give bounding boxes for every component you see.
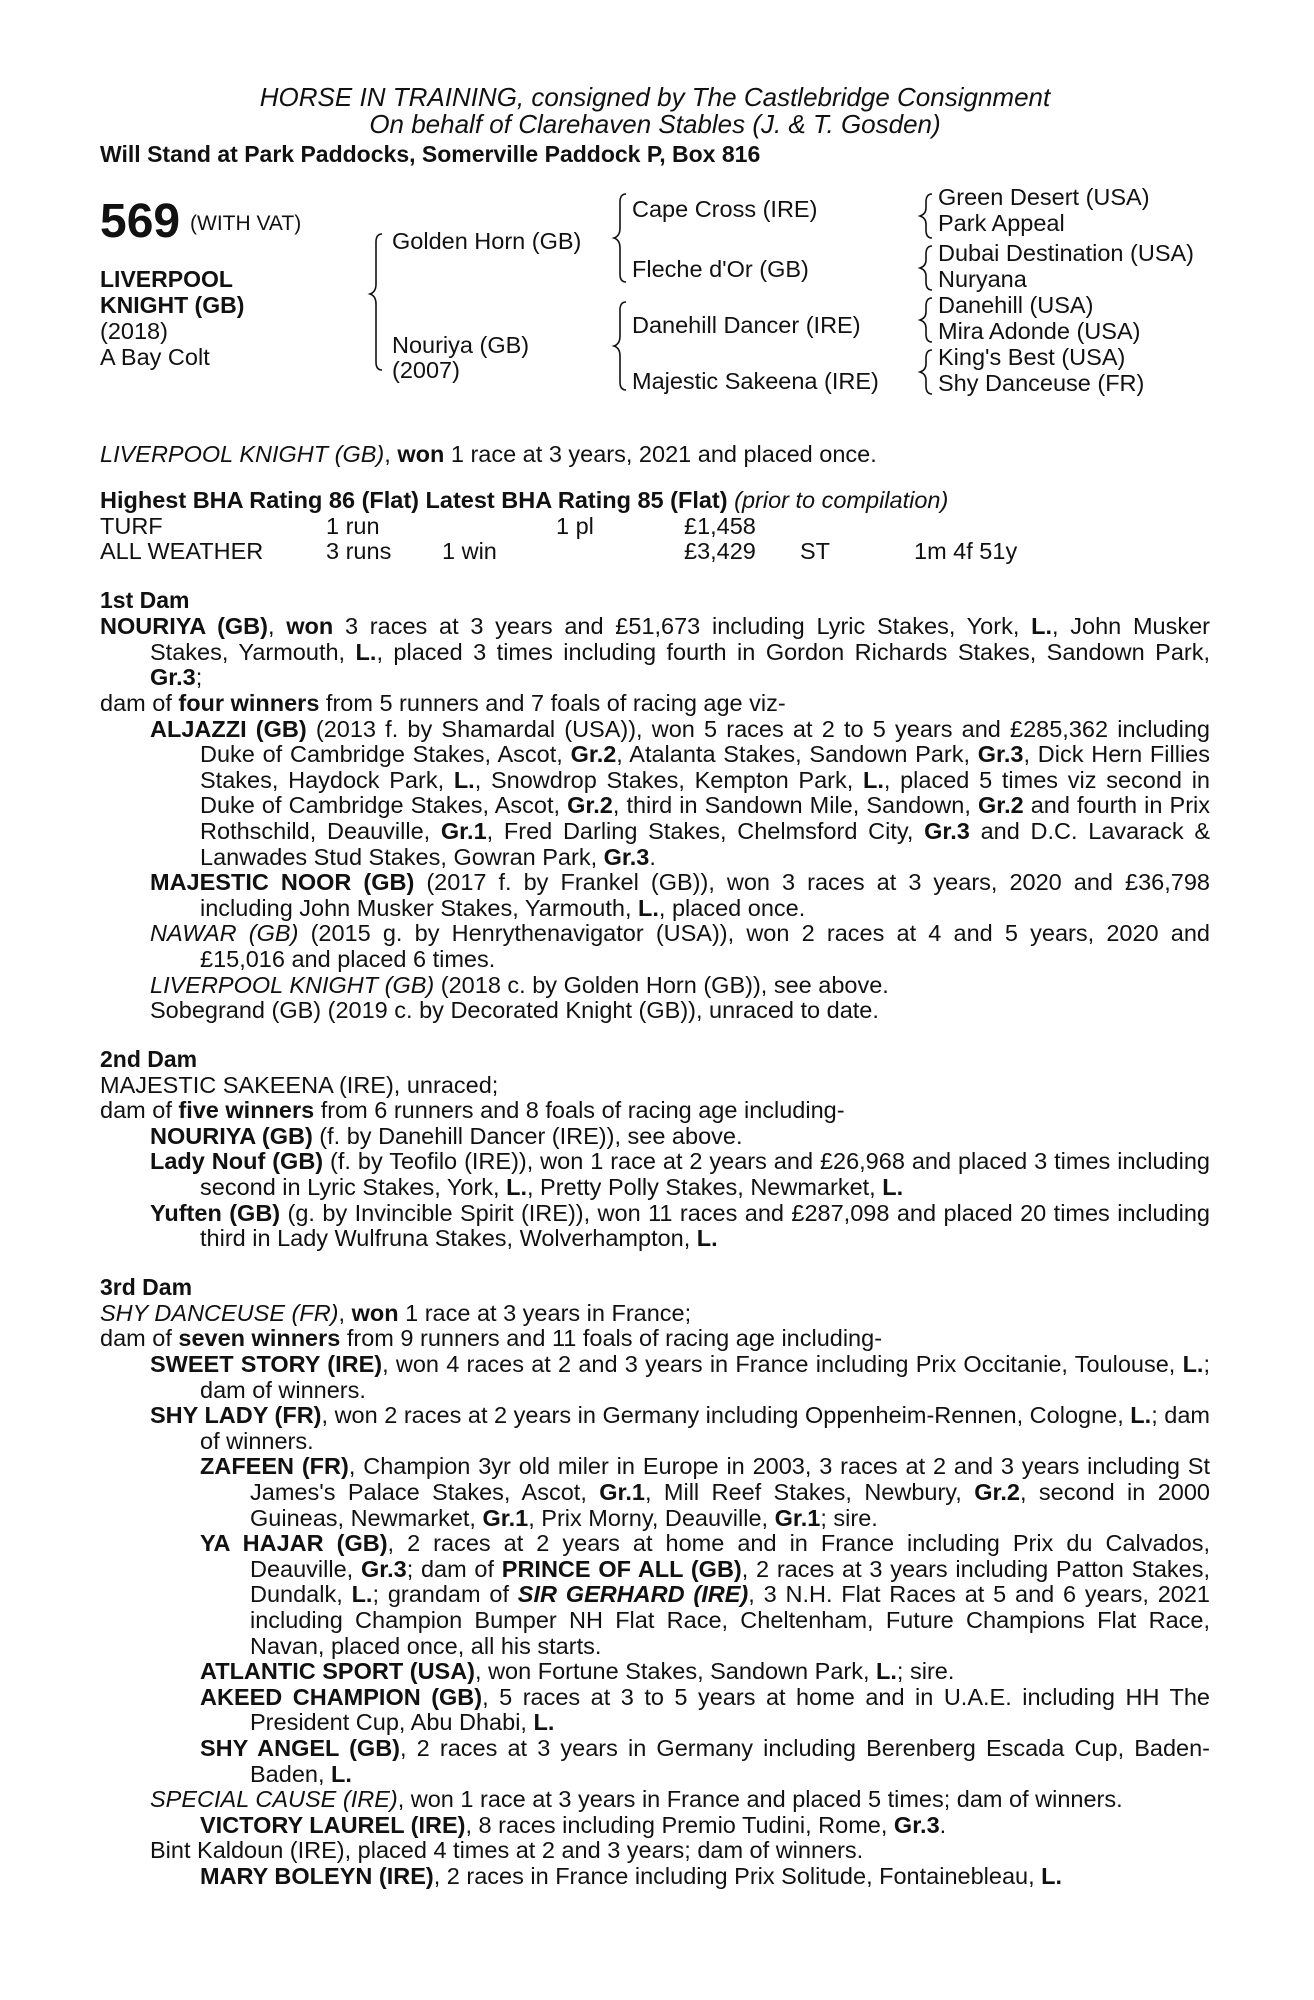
stand-location: Will Stand at Park Paddocks, Somerville Paddock P, Box 816: [100, 141, 761, 167]
dam-sire: Danehill Dancer (IRE): [632, 312, 861, 338]
third-dam-section: SHY DANCEUSE (FR), won 1 race at 3 years in France; dam of seven winners from 9 runners and 11 foals of racing age including- SWEET STORY (IRE), won 4 races at 2 and 3 years in France including Prix Occitanie, Toulouse, L.; dam of winners. SHY LADY (FR), won 2 races at 2 years in Germany including Oppenheim-Rennen, Cologne, L.; dam of winners. ZAFEEN (FR), Champion 3yr old miler in Europe in 2003, 3 races at 2 and 3 years including St James's Palace Stakes, Ascot, Gr.1, Mill Reef Stakes, Newbury, Gr.2, second in 2000 Guineas, Newmarket, Gr.1, Prix Morny, Deauville, Gr.1; sire. YA HAJAR (GB), 2 races at 2 years at home and in France including Prix du Calvados, Deauville, Gr.3; dam of PRINCE OF ALL (GB), 2 races at 3 years including Patton Stakes, Dundalk, L.; grandam of SIR GERHARD (IRE), 3 N.H. Flat Races at 5 and 6 years, 2021 including Champion Bumper NH Flat Race, Cheltenham, Future Champions Flat Race, Navan, placed once, all his starts. ATLANTIC SPORT (USA), won Fortune Stakes, Sandown Park, L.; sire. AKEED CHAMPION (GB), 5 races at 3 to 5 years at home and in U.A.E. including HH The President Cup, Abu Dhabi, L. SHY ANGEL (GB), 2 races at 3 years in Germany including Berenberg Escada Cup, Baden-Baden, L. SPECIAL CAUSE (IRE), won 1 race at 3 years in France and placed 5 times; dam of winners. VICTORY LAUREL (IRE), 8 races including Premio Tudini, Rome, Gr.3. Bint Kaldoun (IRE), placed 4 times at 2 and 3 years; dam of winners. MARY BOLEYN (IRE), 2 races in France including Prix Solitude, Fontainebleau, L.: [100, 1299, 1211, 1889]
first-dam-heading: 1st Dam: [100, 587, 190, 614]
horse-name-line1: LIVERPOOL: [100, 266, 233, 292]
gg-4: Nuryana: [938, 266, 1027, 292]
dam: Nouriya (GB): [392, 332, 530, 358]
rating-block: Highest BHA Rating 86 (Flat) Latest BHA Rating 85 (Flat) (prior to compilation): [100, 486, 949, 513]
second-dam-heading: 2nd Dam: [100, 1045, 198, 1072]
gg-3: Dubai Destination (USA): [938, 240, 1194, 266]
pedigree-table: [100, 184, 1210, 434]
dam-year: (2007): [392, 357, 460, 383]
race-record-table: TURF 1 run 1 pl £1,458 ALL WEATHER 3 runs 1 win £3,429 ST 1m 4f 51y: [100, 513, 1018, 565]
vat-note: (WITH VAT): [190, 212, 302, 235]
race-summary: LIVERPOOL KNIGHT (GB), won 1 race at 3 years, 2021 and placed once.: [100, 441, 877, 467]
first-dam-section: NOURIYA (GB), won 3 races at 3 years and £51,673 including Lyric Stakes, York, L., John Musker Stakes, Yarmouth, L., placed 3 times including fourth in Gordon Richards Stakes, Sandown Park, Gr.3; dam of four winners from 5 runners and 7 foals of racing age viz- ALJAZZI (GB) (2013 f. by Shamardal (USA)), won 5 races at 2 to 5 years and £285,362 including Duke of Cambridge Stakes, Ascot, Gr.2, Atalanta Stakes, Sandown Park, Gr.3, Dick Hern Fillies Stakes, Haydock Park, L., Snowdrop Stakes, Kempton Park, L., placed 5 times viz second in Duke of Cambridge Stakes, Ascot, Gr.2, third in Sandown Mile, Sandown, Gr.2 and fourth in Prix Rothschild, Deauville, Gr.1, Fred Darling Stakes, Chelmsford City, Gr.3 and D.C. Lavarack & Lanwades Stud Stakes, Gowran Park, Gr.3. MAJESTIC NOOR (GB) (2017 f. by Frankel (GB)), won 3 races at 3 years, 2020 and £36,798 including John Musker Stakes, Yarmouth, L., placed once. NAWAR (GB) (2015 g. by Henrythenavigator (USA)), won 2 races at 4 and 5 years, 2020 and £15,016 and placed 6 times. LIVERPOOL KNIGHT (GB) (2018 c. by Golden Horn (GB)), see above. Sobegrand (GB) (2019 c. by Decorated Knight (GB)), unraced to date.: [100, 613, 1211, 1024]
on-behalf-line: On behalf of Clarehaven Stables (J. & T. Gosden): [369, 109, 941, 139]
gg-2: Park Appeal: [938, 210, 1065, 236]
second-dam-section: MAJESTIC SAKEENA (IRE), unraced; dam of five winners from 6 runners and 8 foals of racing age including- NOURIYA (GB) (f. by Danehill Dancer (IRE)), see above. Lady Nouf (GB) (f. by Teofilo (IRE)), won 1 race at 2 years and £26,968 and placed 3 times including second in Lyric Stakes, York, L., Pretty Polly Stakes, Newmarket, L. Yuften (GB) (g. by Invincible Spirit (IRE)), won 11 races and £287,098 and placed 20 times including third in Lady Wulfruna Stakes, Wolverhampton, L.: [100, 1071, 1210, 1252]
dam-dam: Majestic Sakeena (IRE): [632, 368, 879, 394]
gg-1: Green Desert (USA): [938, 184, 1150, 210]
gg-7: King's Best (USA): [938, 344, 1126, 370]
sire: Golden Horn (GB): [392, 228, 582, 254]
lot-number: 569: [100, 195, 181, 248]
sire-dam: Fleche d'Or (GB): [632, 256, 809, 282]
sire-sire: Cape Cross (IRE): [632, 196, 818, 222]
gg-5: Danehill (USA): [938, 292, 1094, 318]
horse-name-line2: KNIGHT (GB): [100, 292, 245, 318]
catalogue-page: [100, 84, 1210, 1890]
gg-6: Mira Adonde (USA): [938, 318, 1141, 344]
colour-sex: A Bay Colt: [100, 344, 210, 370]
third-dam-heading: 3rd Dam: [100, 1273, 193, 1300]
gg-8: Shy Danceuse (FR): [938, 370, 1145, 396]
consignor-line: HORSE IN TRAINING, consigned by The Castlebridge Consignment: [259, 82, 1051, 112]
foaling-year: (2018): [100, 318, 168, 344]
